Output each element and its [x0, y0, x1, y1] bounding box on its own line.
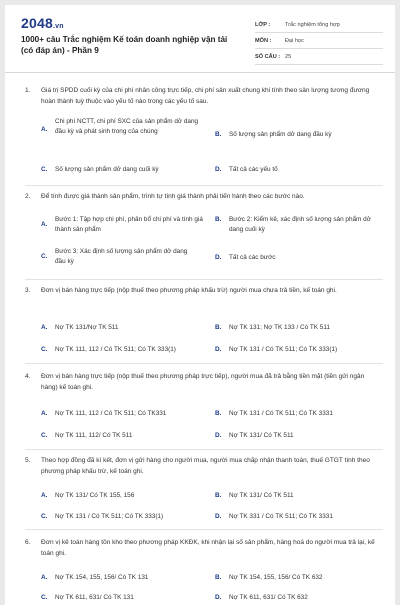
option-text: Nợ TK 331 / Có TK 511; Có TK 3331 [229, 513, 333, 520]
question-text: Đơn vị bán hàng trực tiếp (nộp thuế theo phương pháp khấu trừ) người mua chưa trả tiền, kế toán ghi. [41, 287, 337, 294]
divider [25, 279, 383, 280]
option-text: Nợ TK 611, 631/ Có TK 632 [229, 594, 308, 601]
option-letter: D. [215, 166, 222, 173]
meta-value: 25 [285, 53, 292, 60]
site-logo[interactable] [21, 15, 64, 31]
question-text: Để tính được giá thành sản phẩm, trình tự tính giá thành phải tiến hành theo các bước nào. [41, 193, 305, 200]
option-letter: C. [41, 253, 48, 260]
divider [25, 363, 383, 364]
meta-row-count [255, 49, 383, 65]
option-text: Nợ TK 131; Nợ TK 133 / Có TK 511 [229, 324, 330, 331]
option-letter: C. [41, 594, 48, 601]
meta-row-class [255, 17, 383, 33]
option-text: Nợ TK 111, 112/ Có TK 511 [55, 432, 133, 439]
option-text: Bước 1: Tập hợp chi phí, phân bổ chi phí và tính giá thành sản phẩm [55, 216, 203, 233]
option-text: Tất cả các bước [229, 254, 276, 261]
option-letter: C. [41, 513, 48, 520]
option-letter: B. [215, 574, 222, 581]
document-meta [255, 17, 383, 65]
option-text: Nợ TK 131/Nợ TK 511 [55, 324, 119, 331]
question-number: 4. [25, 373, 31, 380]
option-letter: B. [215, 492, 222, 499]
option-text: Nợ TK 154, 155, 156/ Có TK 131 [55, 574, 149, 581]
option-letter: B. [215, 410, 222, 417]
logo-main: 2048 [21, 15, 53, 31]
option-letter: A. [41, 126, 48, 133]
meta-key: LỚP : [255, 21, 271, 28]
meta-row-subject [255, 33, 383, 49]
option-text: Chi phí NCTT, chi phí SXC của sản phẩm dở dang đầu kỳ và phát sinh trong của chúng [55, 118, 199, 135]
option-text: Nợ TK 154, 155, 156/ Có TK 632 [229, 574, 323, 581]
question-number: 3. [25, 287, 31, 294]
option-letter: D. [215, 594, 222, 601]
question-text: Đơn vị kê toán hàng tồn kho theo phương pháp KKĐK, khi nhận lại số sản phẩm, hàng hoá do người mua trả lại, kế toán ghi. [41, 539, 375, 557]
question-text: Giá trị SPDD cuối kỳ của chi phí nhân công trực tiếp, chi phí sản xuất chung khi tính theo sản lượng tương đương hoàn thành tuỳ thuộc vào yếu tố nào trong các yếu tố sau. [41, 87, 370, 105]
option-text: Nợ TK 131/ Có TK 511 [229, 432, 294, 439]
option-letter: D. [215, 254, 222, 261]
divider [25, 529, 383, 530]
option-text: Nợ TK 131/ Có TK 155, 156 [55, 492, 135, 499]
question-text: Theo hợp đồng đã kí kết, đơn vị gửi hàng cho người mua, người mua chấp nhận thanh toán, thuế GTGT tính theo phương pháp khấu trừ, kế toán ghi. [41, 457, 370, 475]
option-text: Nợ TK 111, 112 / Có TK 511; Có TK331 [55, 410, 167, 417]
question-number: 1. [25, 87, 31, 94]
option-letter: A. [41, 221, 48, 228]
meta-key: SỐ CÂU : [255, 53, 281, 60]
divider [25, 449, 383, 450]
option-letter: D. [215, 513, 222, 520]
option-letter: A. [41, 410, 48, 417]
option-text: Bước 3: Xác định số lượng sản phẩm dở dang đầu kỳ [55, 248, 188, 265]
option-letter: C. [41, 346, 48, 353]
option-text: Nợ TK 131 / Có TK 511; Có TK 333(1) [55, 513, 164, 520]
option-letter: B. [215, 324, 222, 331]
option-text: Số lượng sản phẩm dở dang đầu kỳ [229, 131, 332, 138]
question-number: 2. [25, 193, 31, 200]
option-letter: D. [215, 432, 222, 439]
question-number: 5. [25, 457, 31, 464]
logo-tld: .vn [52, 23, 64, 30]
document-title: 1000+ câu Trắc nghiệm Kế toán doanh nghiệp vận tải (có đáp án) - Phần 9 [21, 35, 228, 55]
meta-value: Đại học [285, 37, 304, 44]
meta-value: Trắc nghiệm tổng hợp [285, 21, 340, 28]
divider [25, 185, 383, 186]
option-letter: B. [215, 131, 222, 138]
document-page [5, 5, 395, 605]
question-text: Đơn vị bán hàng trực tiếp (nộp thuế theo phương pháp trực tiếp), người mua đã trả bằng tiền mặt (tiền gửi ngân hàng) kế toán ghi. [41, 373, 365, 391]
option-letter: B. [215, 216, 222, 223]
option-text: Nợ TK 611, 631/ Có TK 131 [55, 594, 134, 601]
option-text: Nợ TK 111, 112 / Có TK 511; Có TK 333(1) [55, 346, 176, 353]
option-text: Bước 2: Kiểm kê, xác định số lượng sản phẩm dở dang cuối kỳ [229, 216, 371, 233]
document-header [5, 5, 395, 73]
option-letter: A. [41, 492, 48, 499]
option-text: Nợ TK 131 / Có TK 511; Có TK 333(1) [229, 346, 338, 353]
option-text: Số lượng sản phẩm dở dang cuối kỳ [55, 166, 159, 173]
question-number: 6. [25, 539, 31, 546]
meta-key: MÔN : [255, 37, 272, 44]
option-letter: A. [41, 324, 48, 331]
option-letter: C. [41, 432, 48, 439]
option-text: Nợ TK 131 / Có TK 511; Có TK 3331 [229, 410, 333, 417]
option-letter: D. [215, 346, 222, 353]
option-letter: C. [41, 166, 48, 173]
option-letter: A. [41, 574, 48, 581]
option-text: Tất cả các yếu tố [229, 166, 278, 173]
option-text: Nợ TK 131/ Có TK 511 [229, 492, 294, 499]
